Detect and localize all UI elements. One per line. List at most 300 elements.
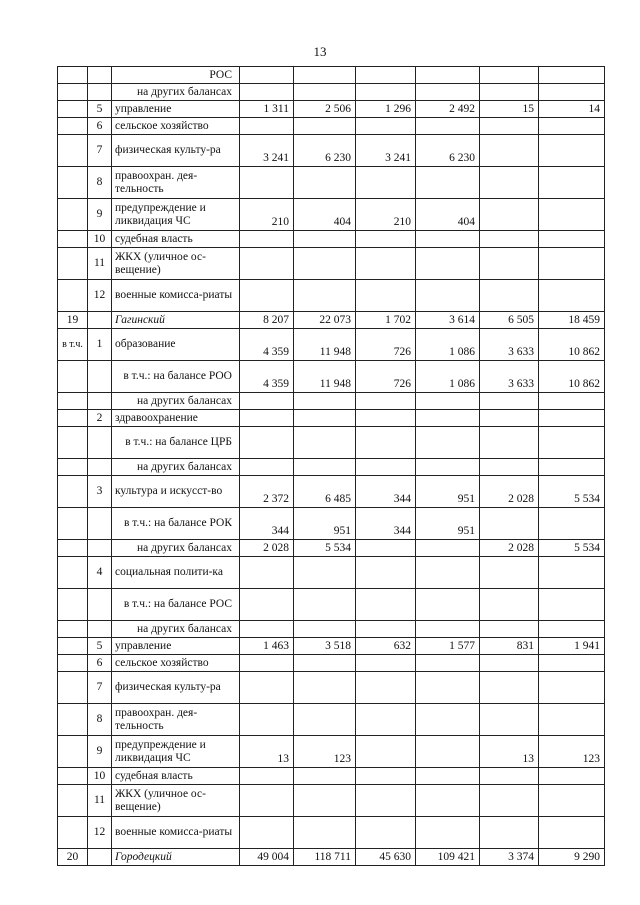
region-number-cell [58,135,88,167]
value-cell [480,84,539,101]
value-cell [356,459,416,476]
value-cell [240,410,294,427]
value-cell [356,427,416,459]
item-name-cell: на других балансах [112,84,240,101]
value-cell [539,199,605,231]
value-cell [294,231,356,248]
value-cell [416,785,480,817]
value-cell [416,231,480,248]
region-number-cell [58,393,88,410]
value-cell [539,621,605,638]
item-name-cell: ЖКХ (уличное ос-вещение) [112,248,240,280]
item-number-cell [88,508,112,540]
region-number-cell [58,736,88,768]
value-cell: 951 [416,508,480,540]
item-number-cell [88,427,112,459]
value-cell [539,768,605,785]
value-cell: 11 948 [294,361,356,393]
item-number-cell: 10 [88,768,112,785]
table-row [58,476,605,508]
value-cell [240,248,294,280]
value-cell: 951 [294,508,356,540]
value-cell [240,704,294,736]
value-cell [240,67,294,84]
region-number-cell [58,459,88,476]
table-row [58,84,605,101]
value-cell: 2 028 [240,540,294,557]
value-cell: 49 004 [240,849,294,866]
value-cell [356,410,416,427]
value-cell [539,280,605,312]
table-row [58,704,605,736]
item-name-cell: правоохран. дея-тельность [112,167,240,199]
item-number-cell: 5 [88,101,112,118]
value-cell [539,427,605,459]
value-cell [480,393,539,410]
value-cell [356,167,416,199]
region-number-cell [58,817,88,849]
value-cell [356,655,416,672]
value-cell [416,67,480,84]
value-cell: 632 [356,638,416,655]
value-cell [539,557,605,589]
value-cell: 3 614 [416,312,480,329]
table-row [58,231,605,248]
value-cell [539,508,605,540]
item-name-cell: сельское хозяйство [112,118,240,135]
value-cell: 404 [416,199,480,231]
table-row [58,638,605,655]
value-cell: 13 [240,736,294,768]
table-row [58,67,605,84]
value-cell [416,557,480,589]
item-name-cell: на других балансах [112,540,240,557]
region-number-cell [58,67,88,84]
item-number-cell: 3 [88,476,112,508]
value-cell [480,427,539,459]
value-cell [240,118,294,135]
item-number-cell: 1 [88,329,112,361]
value-cell [480,248,539,280]
value-cell [416,410,480,427]
value-cell [539,167,605,199]
value-cell: 6 485 [294,476,356,508]
table-row [58,118,605,135]
table-row [58,508,605,540]
value-cell: 15 [480,101,539,118]
item-number-cell: 9 [88,736,112,768]
region-number-cell [58,589,88,621]
item-name-cell: здравоохранение [112,410,240,427]
value-cell: 11 948 [294,329,356,361]
item-name-cell: судебная власть [112,768,240,785]
value-cell [240,589,294,621]
value-cell: 2 028 [480,540,539,557]
value-cell [416,540,480,557]
value-cell [416,427,480,459]
value-cell: 4 359 [240,329,294,361]
value-cell [240,84,294,101]
value-cell: 45 630 [356,849,416,866]
value-cell [294,84,356,101]
value-cell: 3 241 [356,135,416,167]
value-cell [240,621,294,638]
value-cell [539,84,605,101]
value-cell [480,459,539,476]
region-number-cell [58,410,88,427]
value-cell: 1 463 [240,638,294,655]
value-cell [480,655,539,672]
table-row [58,785,605,817]
value-cell: 22 073 [294,312,356,329]
item-name-cell: военные комисса-риаты [112,280,240,312]
value-cell [356,785,416,817]
value-cell [356,768,416,785]
region-number-cell [58,280,88,312]
value-cell: 14 [539,101,605,118]
value-cell [416,704,480,736]
value-cell: 726 [356,361,416,393]
table-row [58,280,605,312]
value-cell [356,817,416,849]
item-name-cell: ЖКХ (уличное ос-вещение) [112,785,240,817]
value-cell: 3 633 [480,329,539,361]
value-cell: 10 862 [539,361,605,393]
item-name-cell: культура и искусст-во [112,476,240,508]
item-number-cell: 11 [88,785,112,817]
table-row [58,655,605,672]
value-cell [480,589,539,621]
item-number-cell: 8 [88,167,112,199]
item-number-cell: 4 [88,557,112,589]
value-cell: 10 862 [539,329,605,361]
table-row [58,540,605,557]
value-cell [356,393,416,410]
region-number-cell: 20 [58,849,88,866]
region-number-cell [58,672,88,704]
value-cell [294,67,356,84]
value-cell [356,67,416,84]
item-number-cell [88,849,112,866]
value-cell [294,589,356,621]
value-cell: 344 [356,508,416,540]
region-number-cell [58,785,88,817]
region-number-cell [58,768,88,785]
value-cell [356,248,416,280]
value-cell: 5 534 [539,476,605,508]
value-cell [356,231,416,248]
value-cell [240,459,294,476]
value-cell: 1 311 [240,101,294,118]
value-cell [480,768,539,785]
table-row [58,135,605,167]
region-number-cell [58,101,88,118]
item-name-cell: судебная власть [112,231,240,248]
region-number-cell [58,621,88,638]
value-cell: 4 359 [240,361,294,393]
value-cell [294,768,356,785]
value-cell [294,167,356,199]
value-cell [416,768,480,785]
value-cell: 5 534 [539,540,605,557]
item-name-cell: социальная полити-ка [112,557,240,589]
value-cell: 1 296 [356,101,416,118]
region-number-cell [58,476,88,508]
value-cell [539,589,605,621]
value-cell [356,672,416,704]
value-cell [240,785,294,817]
value-cell [294,410,356,427]
value-cell [294,817,356,849]
table-row [58,410,605,427]
value-cell: 6 505 [480,312,539,329]
value-cell [240,817,294,849]
value-cell: 1 941 [539,638,605,655]
value-cell [294,704,356,736]
value-cell: 726 [356,329,416,361]
item-number-cell [88,589,112,621]
table-row [58,101,605,118]
value-cell [416,280,480,312]
value-cell: 951 [416,476,480,508]
table-row [58,361,605,393]
value-cell [480,118,539,135]
item-number-cell: 5 [88,638,112,655]
item-name-cell: физическая культу-ра [112,672,240,704]
value-cell [416,459,480,476]
value-cell: 118 711 [294,849,356,866]
item-number-cell: 12 [88,817,112,849]
value-cell [356,704,416,736]
value-cell [539,231,605,248]
item-number-cell: 6 [88,118,112,135]
value-cell [416,167,480,199]
value-cell [539,672,605,704]
value-cell [294,280,356,312]
item-number-cell: 7 [88,135,112,167]
value-cell: 9 290 [539,849,605,866]
value-cell [240,280,294,312]
item-number-cell: 10 [88,231,112,248]
value-cell [240,231,294,248]
table-row [58,329,605,361]
value-cell: 8 207 [240,312,294,329]
value-cell: 2 028 [480,476,539,508]
value-cell [480,704,539,736]
region-number-cell [58,118,88,135]
region-number-cell [58,84,88,101]
item-name-cell: военные комисса-риаты [112,817,240,849]
value-cell [416,118,480,135]
item-name-cell: сельское хозяйство [112,655,240,672]
value-cell [480,557,539,589]
value-cell [416,817,480,849]
item-name-cell: Гагинский [112,312,240,329]
value-cell: 1 086 [416,361,480,393]
value-cell: 18 459 [539,312,605,329]
item-name-cell: на других балансах [112,393,240,410]
item-name-cell: на других балансах [112,459,240,476]
item-name-cell: в т.ч.: на балансе ЦРБ [112,427,240,459]
value-cell: 2 372 [240,476,294,508]
item-number-cell: 6 [88,655,112,672]
value-cell [480,167,539,199]
region-number-cell [58,231,88,248]
value-cell [416,393,480,410]
value-cell [240,167,294,199]
value-cell [294,621,356,638]
value-cell [240,393,294,410]
value-cell: 3 241 [240,135,294,167]
value-cell [416,84,480,101]
item-name-cell: правоохран. дея-тельность [112,704,240,736]
value-cell: 1 702 [356,312,416,329]
value-cell [480,410,539,427]
value-cell [294,672,356,704]
item-name-cell: предупреждение и ликвидация ЧС [112,199,240,231]
item-name-cell: в т.ч.: на балансе РОК [112,508,240,540]
value-cell [294,427,356,459]
value-cell [416,589,480,621]
value-cell: 3 633 [480,361,539,393]
value-cell [294,248,356,280]
value-cell: 6 230 [416,135,480,167]
table-row [58,167,605,199]
table-row [58,736,605,768]
item-number-cell [88,540,112,557]
value-cell [294,557,356,589]
value-cell [539,410,605,427]
value-cell [539,817,605,849]
value-cell [416,248,480,280]
value-cell [240,672,294,704]
value-cell [480,67,539,84]
value-cell [240,557,294,589]
value-cell [294,459,356,476]
region-number-cell [58,361,88,393]
region-number-cell [58,655,88,672]
value-cell [294,118,356,135]
budget-table [57,66,605,866]
value-cell [539,135,605,167]
value-cell [356,280,416,312]
region-number-cell [58,167,88,199]
item-name-cell: физическая культу-ра [112,135,240,167]
table-row [58,393,605,410]
table-row [58,427,605,459]
table-row [58,621,605,638]
value-cell [240,768,294,785]
item-number-cell [88,459,112,476]
value-cell [294,785,356,817]
value-cell [539,785,605,817]
table-row [58,312,605,329]
value-cell: 123 [539,736,605,768]
item-number-cell [88,67,112,84]
table-body [58,67,605,866]
value-cell: 344 [240,508,294,540]
item-name-cell: в т.ч.: на балансе РОС [112,589,240,621]
value-cell: 210 [240,199,294,231]
value-cell [356,621,416,638]
item-name-cell: образование [112,329,240,361]
table-row [58,672,605,704]
value-cell: 123 [294,736,356,768]
value-cell [416,736,480,768]
value-cell: 6 230 [294,135,356,167]
value-cell [416,621,480,638]
item-number-cell [88,84,112,101]
value-cell [480,817,539,849]
item-name-cell: Городецкий [112,849,240,866]
value-cell: 109 421 [416,849,480,866]
value-cell [539,118,605,135]
region-number-cell: в т.ч. [58,329,88,361]
item-number-cell: 8 [88,704,112,736]
item-number-cell: 11 [88,248,112,280]
value-cell [480,199,539,231]
value-cell [356,589,416,621]
item-number-cell: 9 [88,199,112,231]
value-cell: 210 [356,199,416,231]
item-number-cell [88,312,112,329]
value-cell [480,231,539,248]
table-row [58,248,605,280]
item-number-cell [88,621,112,638]
item-name-cell: РОС [112,67,240,84]
region-number-cell [58,540,88,557]
value-cell [539,704,605,736]
item-number-cell [88,361,112,393]
value-cell: 831 [480,638,539,655]
value-cell [240,655,294,672]
table-row [58,849,605,866]
item-number-cell [88,393,112,410]
region-number-cell [58,508,88,540]
value-cell [356,84,416,101]
value-cell [356,540,416,557]
item-name-cell: на других балансах [112,621,240,638]
value-cell [539,393,605,410]
value-cell [480,672,539,704]
item-name-cell: предупреждение и ликвидация ЧС [112,736,240,768]
value-cell [480,508,539,540]
value-cell [539,655,605,672]
item-number-cell: 7 [88,672,112,704]
region-number-cell [58,704,88,736]
region-number-cell [58,638,88,655]
value-cell [539,248,605,280]
value-cell: 5 534 [294,540,356,557]
value-cell [356,557,416,589]
value-cell [480,135,539,167]
region-number-cell [58,199,88,231]
page-number: 13 [313,44,327,59]
value-cell: 2 506 [294,101,356,118]
value-cell [294,393,356,410]
value-cell [294,655,356,672]
value-cell: 2 492 [416,101,480,118]
item-name-cell: управление [112,638,240,655]
region-number-cell [58,557,88,589]
value-cell [480,280,539,312]
value-cell [240,427,294,459]
value-cell: 404 [294,199,356,231]
value-cell: 3 518 [294,638,356,655]
table-row [58,768,605,785]
table-row [58,817,605,849]
value-cell: 3 374 [480,849,539,866]
